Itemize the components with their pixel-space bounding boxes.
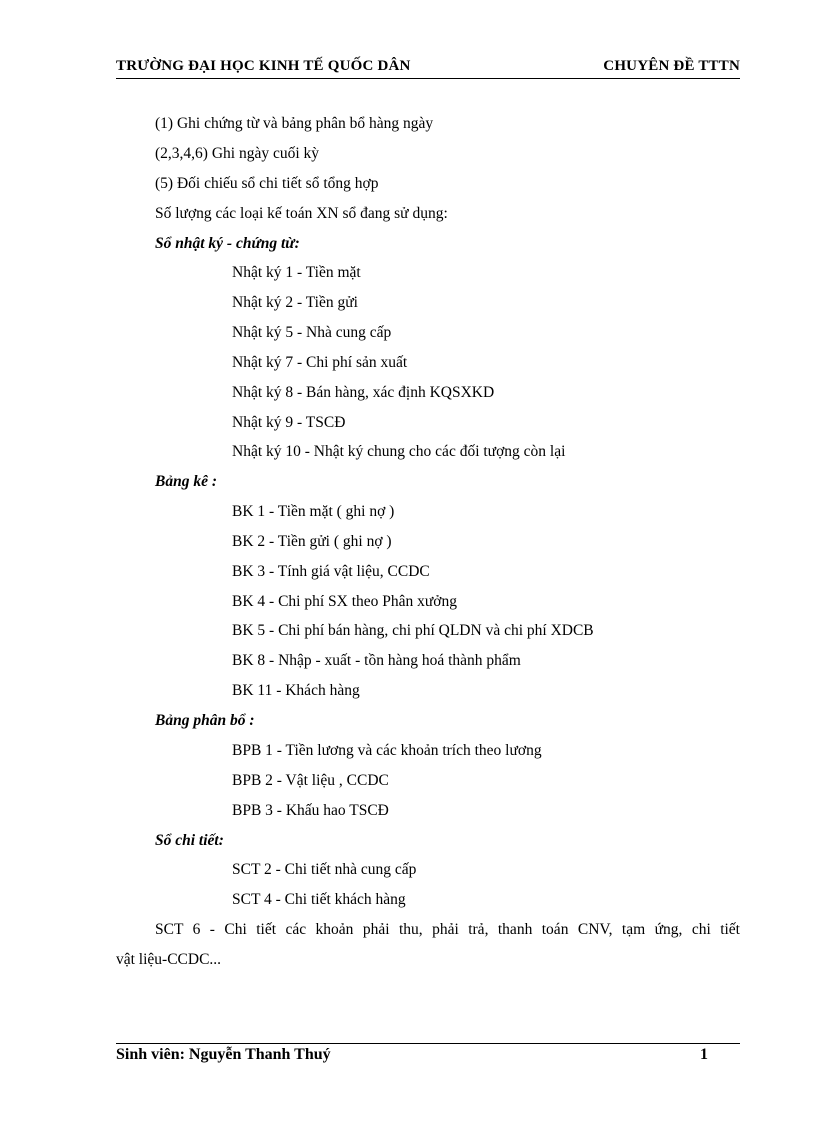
- list-item: BPB 1 - Tiền lương và các khoản trích theo lương: [232, 742, 542, 759]
- list-item: BK 3 - Tính giá vật liệu, CCDC: [232, 563, 430, 580]
- list-item: SCT 4 - Chi tiết khách hàng: [232, 891, 406, 908]
- page-number: 1: [700, 1046, 708, 1063]
- list-item: SCT 2 - Chi tiết nhà cung cấp: [232, 861, 417, 878]
- list-item: Nhật ký 7 - Chi phí sản xuất: [232, 354, 408, 371]
- footer-rule: [116, 1043, 740, 1044]
- list-item: BPB 3 - Khấu hao TSCĐ: [232, 802, 389, 819]
- section-heading: Bảng kê :: [155, 473, 217, 490]
- list-item: BK 2 - Tiền gửi ( ghi nợ ): [232, 533, 392, 550]
- header-rule: [116, 78, 740, 79]
- closing-line-2: vật liệu-CCDC...: [116, 951, 222, 968]
- list-item: BK 4 - Chi phí SX theo Phân xưởng: [232, 593, 457, 610]
- section-heading: Sổ nhật ký - chứng từ:: [155, 235, 300, 252]
- intro-line: Số lượng các loại kế toán XN sổ đang sử dụng:: [155, 205, 448, 222]
- list-item: Nhật ký 8 - Bán hàng, xác định KQSXKD: [232, 384, 495, 401]
- page-footer: [116, 1046, 708, 1064]
- page-header: [116, 58, 740, 75]
- list-item: Nhật ký 10 - Nhật ký chung cho các đối tượng còn lại: [232, 443, 566, 460]
- list-item: BK 11 - Khách hàng: [232, 682, 360, 699]
- list-item: BK 8 - Nhập - xuất - tồn hàng hoá thành phẩm: [232, 652, 521, 669]
- list-item: Nhật ký 5 - Nhà cung cấp: [232, 324, 392, 341]
- intro-line: (2,3,4,6) Ghi ngày cuối kỳ: [155, 145, 320, 162]
- list-item: Nhật ký 1 - Tiền mặt: [232, 264, 361, 281]
- list-item: Nhật ký 2 - Tiền gửi: [232, 294, 358, 311]
- closing-paragraph: [116, 915, 740, 975]
- closing-line-1: SCT 6 - Chi tiết các khoản phải thu, phải trả, thanh toán CNV, tạm ứng, chi tiết: [155, 921, 740, 938]
- list-item: BK 5 - Chi phí bán hàng, chi phí QLDN và chi phí XDCB: [232, 622, 594, 639]
- section-heading: Bảng phân bổ :: [155, 712, 255, 729]
- header-university: TRƯỜNG ĐẠI HỌC KINH TẾ QUỐC DÂN: [116, 58, 411, 74]
- section-heading: Sổ chi tiết:: [155, 832, 224, 849]
- header-topic: CHUYÊN ĐỀ TTTN: [603, 58, 740, 74]
- list-item: BK 1 - Tiền mặt ( ghi nợ ): [232, 503, 395, 520]
- list-item: BPB 2 - Vật liệu , CCDC: [232, 772, 389, 789]
- intro-line: (1) Ghi chứng từ và bảng phân bổ hàng ngày: [155, 115, 434, 132]
- footer-student: Sinh viên: Nguyễn Thanh Thuý: [116, 1046, 331, 1063]
- list-item: Nhật ký 9 - TSCĐ: [232, 414, 346, 431]
- intro-line: (5) Đối chiếu sổ chi tiết sổ tổng hợp: [155, 175, 379, 192]
